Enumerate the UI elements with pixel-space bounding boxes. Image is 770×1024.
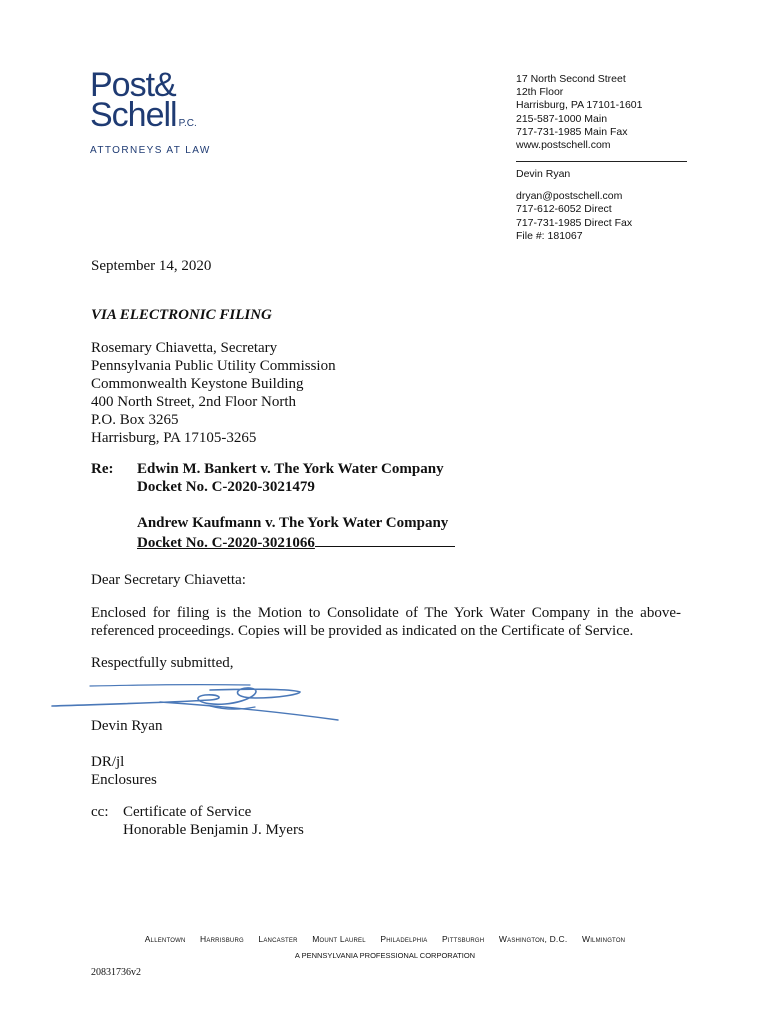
signer-name: Devin Ryan bbox=[91, 718, 163, 734]
address-line: www.postschell.com bbox=[516, 139, 611, 152]
footer-city: Lancaster bbox=[258, 934, 298, 944]
address-line: Harrisburg, PA 17101-1601 bbox=[516, 99, 643, 112]
re-subject bbox=[137, 460, 455, 552]
footer-corporation: A PENNSYLVANIA PROFESSIONAL CORPORATION bbox=[294, 951, 476, 960]
recipient-line: 400 North Street, 2nd Floor North bbox=[91, 394, 296, 410]
recipient-line: Harrisburg, PA 17105-3265 bbox=[91, 430, 257, 446]
author-direct-fax: 717-731-1985 Direct Fax bbox=[516, 216, 633, 229]
recipient-line: Rosemary Chiavetta, Secretary bbox=[91, 340, 278, 356]
re-case-1: Edwin M. Bankert v. The York Water Company bbox=[137, 461, 444, 477]
cc-item: Certificate of Service bbox=[123, 804, 252, 820]
footer-city: Philadelphia bbox=[380, 934, 428, 944]
footer-city: Mount Laurel bbox=[312, 934, 366, 944]
footer-office-list bbox=[0, 934, 770, 944]
address-line: 717-731-1985 Main Fax bbox=[516, 125, 628, 138]
re-case-2: Andrew Kaufmann v. The York Water Company bbox=[137, 515, 449, 531]
firm-logo bbox=[90, 66, 230, 160]
salutation: Dear Secretary Chiavetta: bbox=[91, 572, 246, 588]
address-line: 17 North Second Street bbox=[516, 73, 626, 85]
re-docket-2: Docket No. C-2020-3021066 bbox=[137, 535, 315, 551]
address-line: 215-587-1000 Main bbox=[516, 112, 608, 125]
author-direct-phone: 717-612-6052 Direct bbox=[516, 203, 612, 216]
recipient-address bbox=[91, 339, 336, 447]
enclosures-note: Enclosures bbox=[91, 772, 157, 788]
author-name: Devin Ryan bbox=[516, 168, 571, 180]
typist-initials: DR/jl bbox=[91, 754, 125, 770]
body-paragraph: Enclosed for filing is the Motion to Consolidate of The York Water Company in the above-referenced proceedings. Copies will be provided as indicated on the Certificate of Service. bbox=[91, 605, 681, 639]
author-contact bbox=[516, 168, 632, 243]
cc-label: cc: bbox=[91, 804, 109, 820]
author-email: dryan@postschell.com bbox=[516, 190, 623, 203]
footer-city: Allentown bbox=[144, 934, 186, 944]
logo-schell-text: Schell bbox=[90, 96, 177, 134]
closing: Respectfully submitted, bbox=[91, 655, 234, 671]
delivery-method: VIA ELECTRONIC FILING bbox=[91, 307, 272, 323]
re-docket-1: Docket No. C-2020-3021479 bbox=[137, 479, 315, 495]
logo-line-post: Post& bbox=[90, 66, 176, 104]
recipient-line: Commonwealth Keystone Building bbox=[91, 376, 304, 392]
logo-pc: P.C. bbox=[178, 118, 197, 129]
footer-city: Harrisburg bbox=[200, 934, 244, 944]
footer-city: Washington, D.C. bbox=[498, 934, 568, 944]
footer-city: Pittsburgh bbox=[441, 934, 485, 944]
document-number: 20831736v2 bbox=[91, 967, 141, 978]
re-label: Re: bbox=[91, 461, 114, 477]
footer-city: Wilmington bbox=[581, 934, 626, 944]
logo-line-schell bbox=[90, 96, 230, 139]
file-number: File #: 181067 bbox=[516, 229, 583, 242]
cc-list bbox=[123, 803, 304, 839]
recipient-line: Pennsylvania Public Utility Commission bbox=[91, 358, 336, 374]
address-line: 12th Floor bbox=[516, 86, 564, 99]
recipient-line: P.O. Box 3265 bbox=[91, 412, 179, 428]
firm-address bbox=[516, 73, 642, 152]
logo-tagline: ATTORNEYS AT LAW bbox=[90, 145, 211, 156]
reference-initials bbox=[91, 753, 157, 789]
address-divider bbox=[516, 161, 687, 162]
re-underline bbox=[315, 532, 455, 547]
letter-date: September 14, 2020 bbox=[91, 258, 212, 274]
cc-item: Honorable Benjamin J. Myers bbox=[123, 822, 304, 838]
